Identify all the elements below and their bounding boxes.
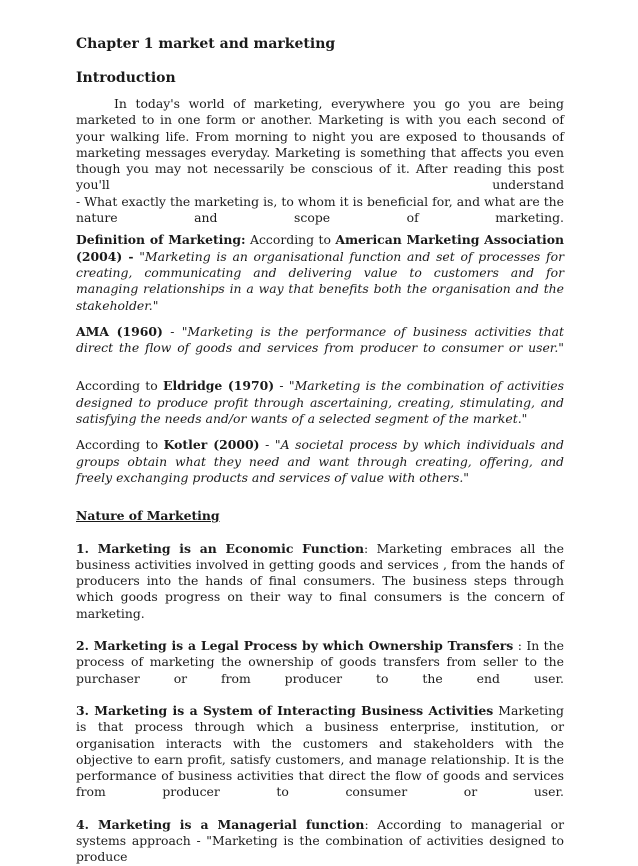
- kotler-source: Kotler (2000): [163, 437, 260, 453]
- definition-source: American Marketing Association (2004) -: [76, 232, 564, 264]
- nature-item-2: [76, 638, 564, 687]
- nature-item-3: [76, 703, 564, 801]
- eldridge-quote: "Marketing is the combination of activities designed to produce profit through ascertaining, creating, stimulating, and satisfying the needs and/or wants of a selected segment of the market.": [76, 378, 564, 427]
- definition-paragraph: [76, 232, 564, 313]
- definition-lead: According to: [250, 232, 331, 248]
- definition-quote: "Marketing is an organisational function and set of processes for creating, communicating and delivering value to customers and for managing relationships in a way that benefits both the organisation and the stakeholder.": [76, 248, 564, 313]
- kotler-lead: According to: [76, 437, 159, 453]
- nature-item-4-title: 4. Marketing is a Managerial function: [76, 816, 365, 832]
- nature-item-2-text: : In the process of marketing the ownership of goods transfers from seller to the purchaser or from producer to the end user.: [76, 638, 564, 686]
- chapter-title: Chapter 1 market and marketing: [76, 36, 336, 52]
- eldridge-paragraph: [76, 378, 564, 427]
- introduction-paragraph: In today's world of marketing, everywhere you go you are being marketed to in one form or another. Marketing is with you each second of your walking life. From morning to night you are exposed to thousands of marketing messages everyday. Marketing is something that affects you even though you may not necessarily be conscious of it. After reading this post you'll understand: [76, 96, 564, 193]
- ama-source: AMA (1960): [76, 323, 163, 339]
- nature-item-4: [76, 817, 564, 866]
- kotler-quote: "A societal process by which individuals and groups obtain what they need and want through creating, offering, and freely exchanging products and services of value with others.": [76, 437, 564, 485]
- nature-item-4-text: : According to managerial or systems approach - "Marketing is the combination of activities designed to produce: [76, 816, 564, 865]
- nature-item-1-text: : Marketing embraces all the business activities involved in getting goods and services , from the hands of producers into the hands of final consumers. The business steps through which goods progress on their way to final consumers is the concern of marketing.: [76, 540, 564, 621]
- introduction-paragraph-continued: - What exactly the marketing is, to whom it is beneficial for, and what are the nature and scope of marketing.: [76, 193, 564, 226]
- introduction-heading: Introduction: [76, 70, 176, 86]
- nature-item-3-title: 3. Marketing is a System of Interacting Business Activities: [76, 702, 494, 718]
- nature-heading-line: [76, 508, 564, 524]
- ama-quote: "Marketing is the performance of business activities that direct the flow of goods and services from producer to consumer or user.": [76, 323, 564, 356]
- eldridge-source: Eldridge (1970): [163, 378, 275, 394]
- nature-item-1-title: 1. Marketing is an Economic Function: [76, 540, 365, 556]
- nature-item-1: [76, 541, 564, 622]
- kotler-dash: -: [265, 437, 270, 453]
- nature-item-3-text: Marketing is that process through which a business enterprise, institution, or organisation interacts with the customers and stakeholders with the objective to earn profit, satisfy customers, and manage relationship. It is the performance of business activities that direct the flow of goods and services from producer to consumer or user.: [76, 702, 564, 800]
- ama-paragraph: [76, 324, 564, 357]
- document-page: [76, 34, 564, 866]
- kotler-paragraph: [76, 437, 564, 486]
- eldridge-lead: According to: [76, 378, 158, 394]
- ama-dash: -: [170, 323, 175, 339]
- nature-item-2-title: 2. Marketing is a Legal Process by which Ownership Transfers: [76, 638, 514, 654]
- nature-heading: Nature of Marketing: [76, 508, 220, 524]
- eldridge-dash: -: [279, 378, 284, 394]
- definition-label: Definition of Marketing:: [76, 232, 246, 248]
